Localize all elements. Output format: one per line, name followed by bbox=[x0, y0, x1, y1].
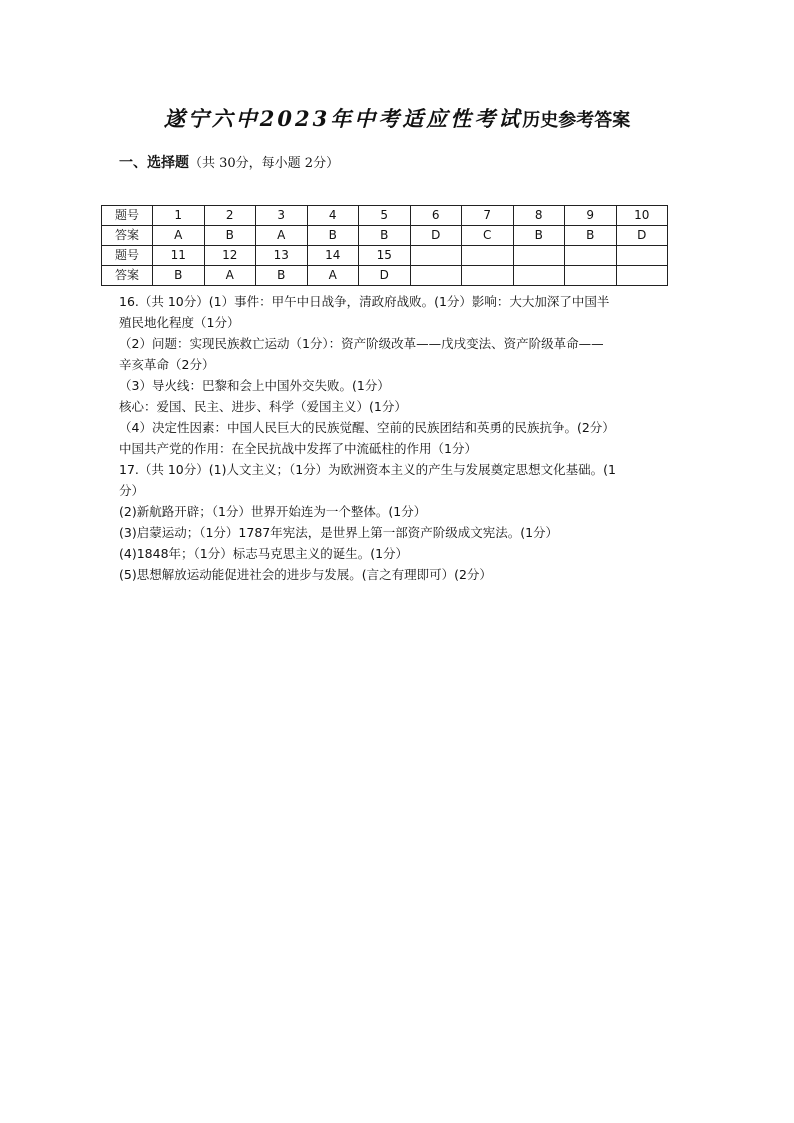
table-cell: 7 bbox=[462, 206, 514, 226]
row-label: 答案 bbox=[102, 266, 153, 286]
table-cell bbox=[462, 246, 514, 266]
answer-line: (3)启蒙运动；（1分）1787年宪法，是世界上第一部资产阶级成文宪法。(1分） bbox=[119, 525, 559, 540]
row-label: 答案 bbox=[102, 226, 153, 246]
table-cell: 1 bbox=[153, 206, 205, 226]
table-cell: A bbox=[153, 226, 205, 246]
row-label: 题号 bbox=[102, 246, 153, 266]
section-heading bbox=[119, 152, 339, 172]
table-cell: 3 bbox=[256, 206, 308, 226]
answer-line: (4)1848年；（1分）标志马克思主义的诞生。(1分） bbox=[119, 546, 409, 561]
document-title bbox=[0, 103, 794, 133]
table-cell: A bbox=[256, 226, 308, 246]
table-cell: B bbox=[256, 266, 308, 286]
table-row bbox=[102, 266, 668, 286]
table-cell: 13 bbox=[256, 246, 308, 266]
answer-line: 辛亥革命（2分） bbox=[119, 357, 215, 372]
table-cell: 11 bbox=[153, 246, 205, 266]
table-cell: 2 bbox=[204, 206, 256, 226]
answer-line: （2）问题：实现民族救亡运动（1分）：资产阶级改革——戊戌变法、资产阶级革命—— bbox=[119, 336, 604, 351]
table-cell: C bbox=[462, 226, 514, 246]
table-cell bbox=[410, 246, 462, 266]
table-row bbox=[102, 226, 668, 246]
table-cell: B bbox=[204, 226, 256, 246]
table-cell bbox=[565, 266, 617, 286]
answer-line: （4）决定性因素：中国人民巨大的民族觉醒、空前的民族团结和英勇的民族抗争。(2分） bbox=[119, 420, 615, 435]
table-cell: 15 bbox=[359, 246, 411, 266]
table-cell: B bbox=[565, 226, 617, 246]
answer-table bbox=[101, 205, 668, 286]
table-cell: 9 bbox=[565, 206, 617, 226]
table-cell: D bbox=[410, 226, 462, 246]
table-cell: 4 bbox=[307, 206, 359, 226]
table-cell bbox=[616, 266, 668, 286]
table-cell: A bbox=[204, 266, 256, 286]
answer-line: 分） bbox=[119, 483, 145, 498]
title-suffix: 历史参考答案 bbox=[522, 110, 631, 131]
section-heading-note: （共 30分，每小题 2分） bbox=[189, 156, 340, 171]
section-heading-label: 一、选择题 bbox=[119, 155, 189, 171]
answer-line: 16.（共 10分）(1）事件：甲午中日战争，清政府战败。(1分）影响：大大加深了中国半 bbox=[119, 294, 610, 309]
table-cell: 5 bbox=[359, 206, 411, 226]
answer-line: （3）导火线：巴黎和会上中国外交失败。(1分） bbox=[119, 378, 390, 393]
table-cell bbox=[462, 266, 514, 286]
table-cell: D bbox=[616, 226, 668, 246]
table-cell bbox=[513, 266, 565, 286]
table-cell: B bbox=[513, 226, 565, 246]
table-cell bbox=[513, 246, 565, 266]
table-cell: 14 bbox=[307, 246, 359, 266]
table-cell: 8 bbox=[513, 206, 565, 226]
row-label: 题号 bbox=[102, 206, 153, 226]
table-cell: B bbox=[307, 226, 359, 246]
answer-text bbox=[119, 291, 689, 585]
table-row bbox=[102, 246, 668, 266]
table-cell: A bbox=[307, 266, 359, 286]
answer-line: 殖民地化程度（1分） bbox=[119, 315, 240, 330]
table-cell bbox=[616, 246, 668, 266]
answer-line: 核心：爱国、民主、进步、科学（爱国主义）(1分） bbox=[119, 399, 407, 414]
answer-line: 中国共产党的作用：在全民抗战中发挥了中流砥柱的作用（1分） bbox=[119, 441, 477, 456]
table-cell: 12 bbox=[204, 246, 256, 266]
table-cell bbox=[410, 266, 462, 286]
table-cell bbox=[565, 246, 617, 266]
table-cell: D bbox=[359, 266, 411, 286]
table-row bbox=[102, 206, 668, 226]
answer-line: (2)新航路开辟；（1分）世界开始连为一个整体。(1分） bbox=[119, 504, 427, 519]
table-cell: 10 bbox=[616, 206, 668, 226]
table-cell: 6 bbox=[410, 206, 462, 226]
table-cell: B bbox=[359, 226, 411, 246]
answer-line: (5)思想解放运动能促进社会的进步与发展。(言之有理即可）(2分） bbox=[119, 567, 492, 582]
table-cell: B bbox=[153, 266, 205, 286]
title-main: 遂宁六中2023年中考适应性考试 bbox=[163, 106, 523, 131]
answer-line: 17.（共 10分）(1)人文主义；（1分）为欧洲资本主义的产生与发展奠定思想文化基础。(1 bbox=[119, 462, 616, 477]
